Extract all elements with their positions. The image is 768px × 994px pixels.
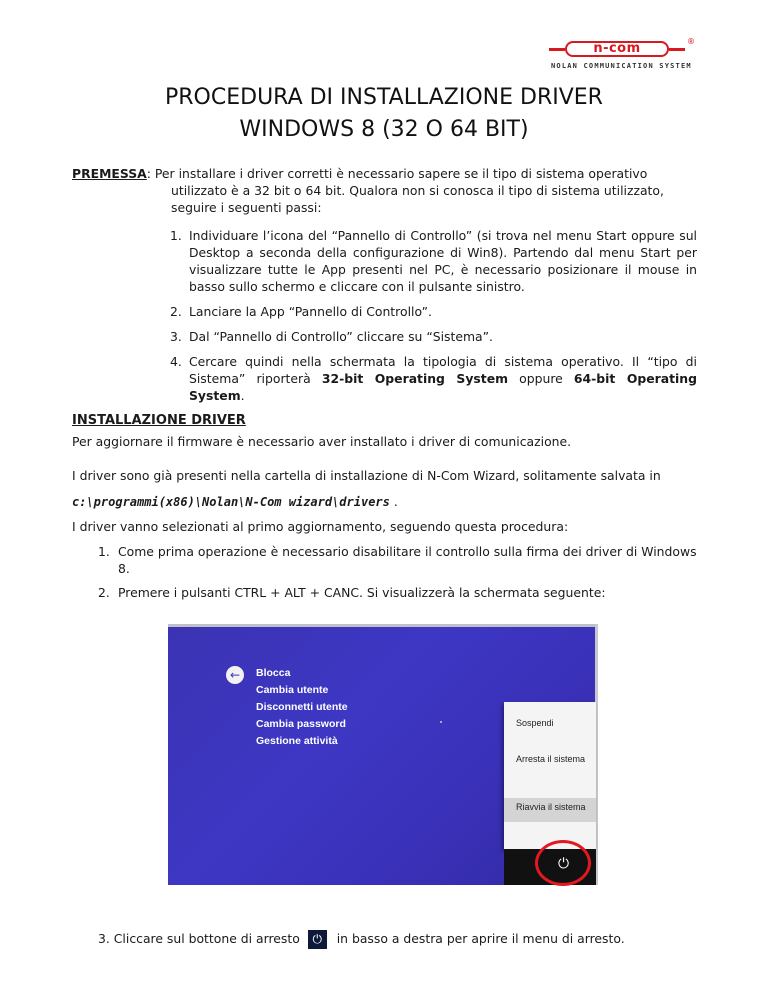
list-item	[170, 227, 697, 295]
driver-path-suffix: .	[389, 494, 398, 509]
install-step-3	[98, 930, 698, 949]
install-paragraph-3: I driver vanno selezionati al primo aggiornamento, seguendo questa procedura:	[72, 519, 569, 534]
screenshot-border-top	[168, 624, 598, 627]
premessa-steps	[170, 227, 697, 412]
driver-path	[72, 493, 702, 511]
option-blocca: Blocca	[256, 667, 291, 679]
step-text: Cliccare sul bottone di arresto	[113, 931, 300, 946]
logo-tagline: NOLAN COMMUNICATION SYSTEM	[551, 62, 692, 70]
os-64bit-label: 64-bit Operating System	[189, 371, 697, 403]
ncom-logo	[549, 37, 745, 73]
logo-brand: n-com	[565, 41, 669, 57]
menu-item-sospendi: Sospendi	[516, 718, 554, 728]
step-number: 2.	[170, 304, 182, 319]
registered-mark: ®	[687, 37, 695, 46]
driver-path-text: c:\programmi(x86)\Nolan\N-Com wizard\drivers	[72, 495, 390, 509]
install-steps	[98, 543, 698, 608]
step-text: Dal “Pannello di Controllo” cliccare su “Sistema”.	[189, 329, 493, 344]
step-text: .	[240, 388, 245, 403]
security-options-list	[256, 665, 348, 750]
premessa-text-rest: utilizzato è a 32 bit o 64 bit. Qualora non si conosca il tipo di sistema utilizzato, seguire i seguenti passi:	[171, 183, 664, 215]
menu-item-riavvia: Riavvia il sistema	[516, 802, 586, 812]
back-arrow-icon: ←	[226, 666, 244, 684]
list-item	[98, 584, 698, 601]
step-text: Lanciare la App “Pannello di Controllo”.	[189, 304, 432, 319]
step-text: Come prima operazione è necessario disabilitare il controllo sulla firma dei driver di Windows 8.	[118, 544, 697, 576]
menu-item-arresta: Arresta il sistema	[516, 754, 586, 764]
list-item	[98, 543, 698, 577]
step-number: 1.	[170, 228, 182, 243]
option-gestione-attivita: Gestione attività	[256, 735, 338, 747]
step-number: 2.	[98, 585, 110, 600]
premessa-label: PREMESSA	[72, 166, 147, 181]
list-item	[170, 328, 697, 345]
step-number: 3.	[98, 931, 110, 946]
document-title-line1: PROCEDURA DI INSTALLAZIONE DRIVER	[165, 85, 603, 110]
power-icon: ⏻	[558, 856, 570, 872]
os-32bit-label: 32-bit Operating System	[321, 371, 509, 386]
premessa-text-first: : Per installare i driver corretti è necessario sapere se il tipo di sistema operativo	[146, 166, 648, 181]
step-number: 3.	[170, 329, 182, 344]
install-paragraph-2: I driver sono già presenti nella cartella di installazione di N-Com Wizard, solitamente salvata in	[72, 468, 661, 483]
cursor-dot	[440, 721, 442, 723]
step-text: Individuare l’icona del “Pannello di Controllo” (si trova nel menu Start oppure sul Desktop a seconda della configurazione di Win8). Partendo dal menu Start per visualizzare tutte le App presenti nel PC, è necessario posizionare il mouse in basso sullo schermo e cliccare con il pulsante sinistro.	[189, 228, 697, 294]
ctrl-alt-canc-screenshot	[168, 624, 598, 885]
option-cambia-password: Cambia password	[256, 718, 346, 730]
step-number: 1.	[98, 544, 110, 559]
option-cambia-utente: Cambia utente	[256, 684, 329, 696]
step-text: oppure	[508, 371, 574, 386]
install-paragraph-1: Per aggiornare il firmware è necessario aver installato i driver di comunicazione.	[72, 434, 572, 449]
list-item	[170, 303, 697, 320]
power-icon: ⏻	[308, 930, 327, 949]
power-menu	[504, 702, 596, 849]
highlight-circle	[535, 840, 591, 886]
list-item	[170, 353, 697, 404]
section-heading: INSTALLAZIONE DRIVER	[72, 413, 246, 428]
step-text: Premere i pulsanti CTRL + ALT + CANC. Si visualizzerà la schermata seguente:	[118, 585, 606, 600]
step-text: in basso a destra per aprire il menu di arresto.	[336, 931, 625, 946]
step-number: 4.	[170, 354, 182, 369]
step-text: Cercare quindi nella schermata la tipologia di sistema operativo. Il “tipo di Sistema” riporterà	[189, 354, 697, 386]
option-disconnetti-utente: Disconnetti utente	[256, 701, 348, 713]
document-title-line2: WINDOWS 8 (32 O 64 BIT)	[239, 117, 529, 142]
premessa-paragraph	[72, 165, 697, 216]
